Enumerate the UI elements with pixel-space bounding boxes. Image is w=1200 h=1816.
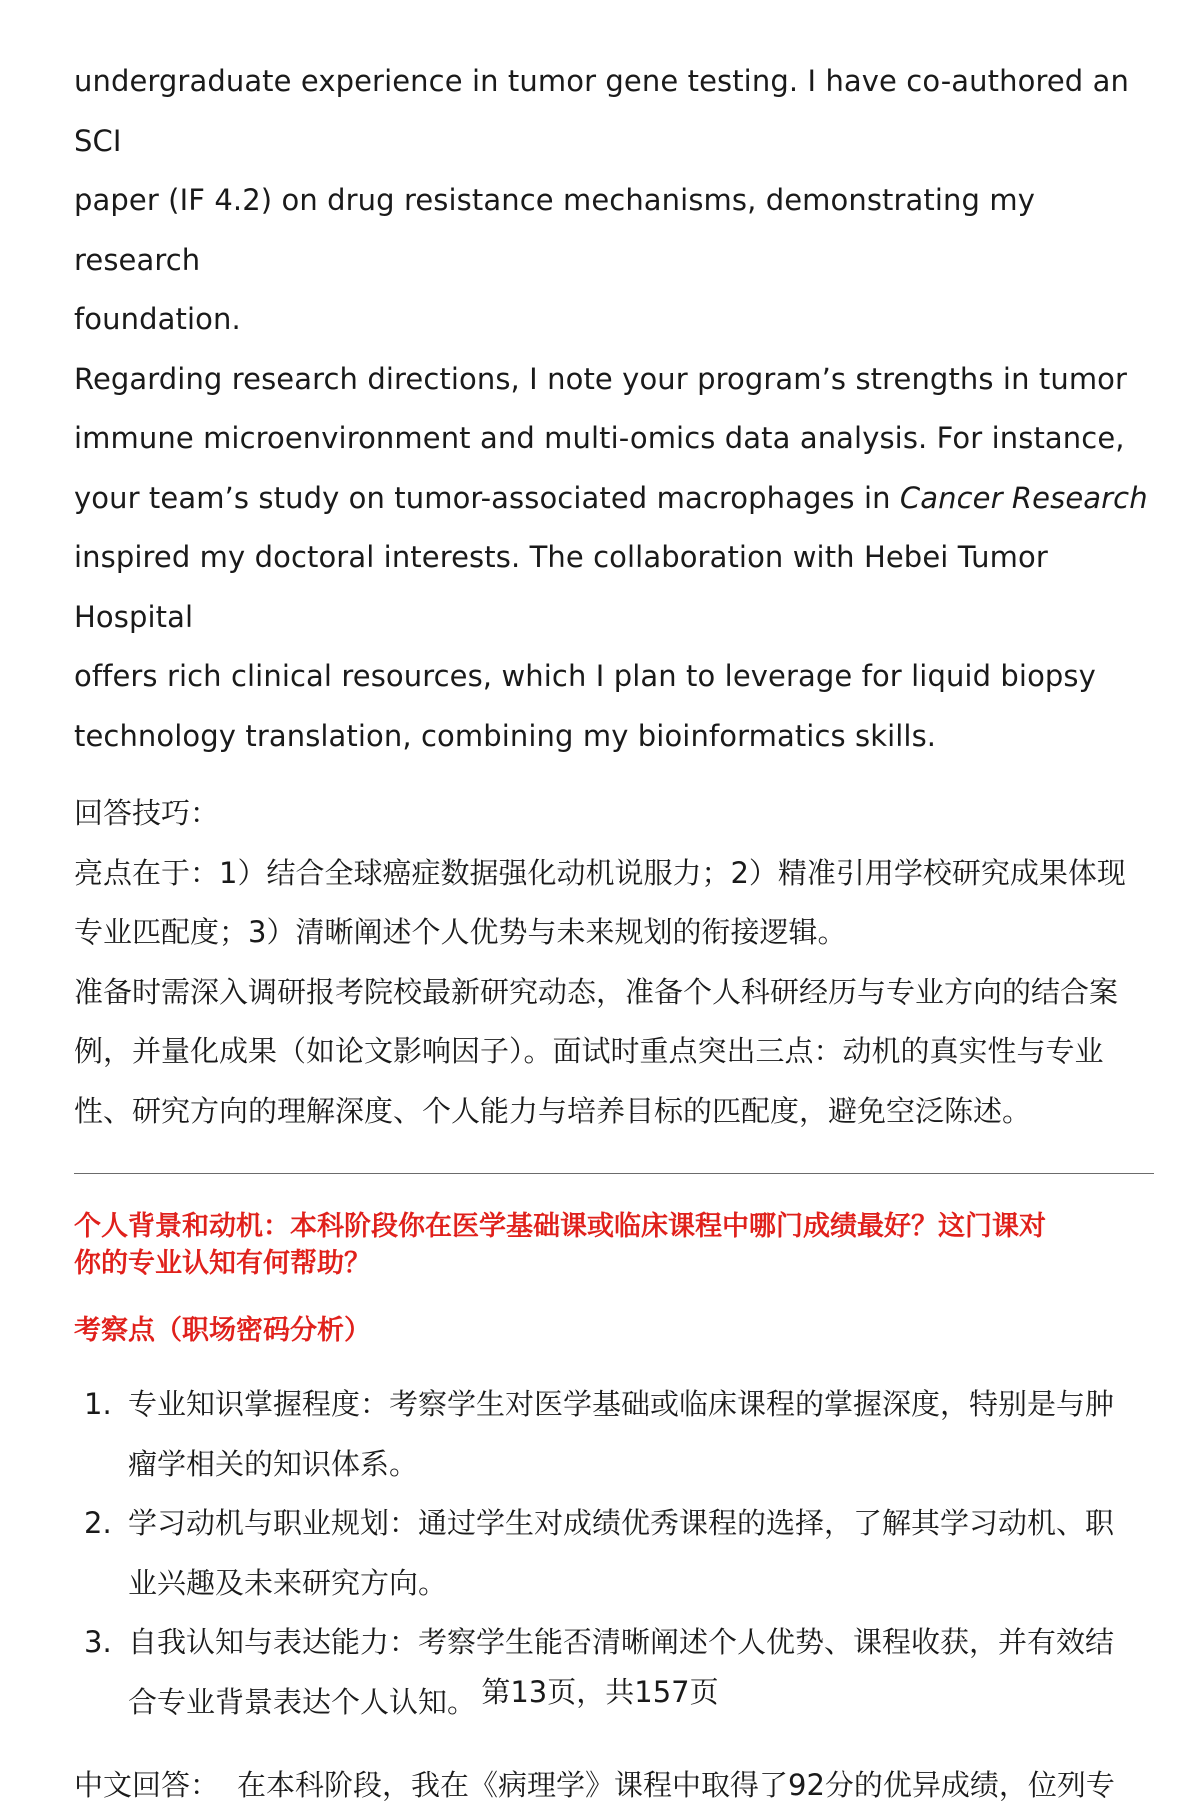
text-line: undergraduate experience in tumor gene testing. I have co-authored an SCI [74,64,1129,158]
list-number: 1. [84,1387,112,1421]
list-number: 2. [84,1506,112,1540]
text-line: paper (IF 4.2) on drug resistance mechanisms, demonstrating my research [74,183,1035,277]
tips-highlight-line: 亮点在于：1）结合全球癌症数据强化动机说服力；2）精准引用学校研究成果体现 [74,855,1126,890]
answer-tips-section [74,784,1154,1141]
list-item [74,1375,1154,1494]
list-item-line: 业兴趣及未来研究方向。 [128,1565,448,1600]
text-line: immune microenvironment and multi-omics data analysis. For instance, [74,421,1125,455]
list-item-line: 专业知识掌握程度：考察学生对医学基础或临床课程的掌握深度，特别是与肿 [128,1387,1115,1421]
tips-prep-line: 准备时需深入调研报考院校最新研究动态，准备个人科研经历与专业方向的结合案 [74,974,1119,1009]
analysis-heading: 考察点（职场密码分析） [74,1315,371,1346]
tips-title: 回答技巧： [74,796,220,830]
list-item-line: 合专业背景表达个人认知。 [128,1684,477,1719]
list-number: 3. [84,1625,112,1659]
list-item-line: 瘤学相关的知识体系。 [128,1446,419,1481]
chinese-answer [74,1756,1154,1816]
section-divider [74,1173,1154,1174]
document-page [74,52,1154,1816]
tips-prep-line: 性、研究方向的理解深度、个人能力与培养目标的匹配度，避免空泛陈述。 [74,1093,1032,1128]
list-item-line: 自我认知与表达能力：考察学生能否清晰阐述个人优势、课程收获，并有效结 [128,1625,1115,1659]
tips-prep-line: 例，并量化成果（如论文影响因子）。面试时重点突出三点：动机的真实性与专业 [74,1034,1104,1068]
text-line [74,469,1154,529]
english-paragraph-2 [74,350,1154,767]
question-line: 你的专业认知有何帮助？ [74,1248,371,1279]
list-item-line: 学习动机与职业规划：通过学生对成绩优秀课程的选择，了解其学习动机、职 [128,1506,1115,1540]
question-line: 个人背景和动机：本科阶段你在医学基础课或临床课程中哪门成绩最好？这门课对 [74,1211,1046,1242]
english-paragraph-1 [74,52,1154,350]
tips-highlight-line: 专业匹配度；3）清晰阐述个人优势与未来规划的衔接逻辑。 [74,915,847,949]
text-line: technology translation, combining my bioinformatics skills. [74,718,937,753]
text-line: Regarding research directions, I note your program’s strengths in tumor [74,361,1128,396]
text-segment: your team’s study on tumor-associated macrophages in [74,480,900,515]
list-item [74,1494,1154,1613]
text-line: inspired my doctoral interests. The collaboration with Hebei Tumor Hospital [74,540,1048,634]
question-heading [74,1208,1154,1282]
text-line: offers rich clinical resources, which I plan to leverage for liquid biopsy [74,659,1096,693]
page-indicator: 第13页，共157页 [481,1675,719,1709]
answer-text: 在本科阶段，我在《病理学》课程中取得了92分的优异成绩，位列专 [237,1768,1115,1802]
answer-label: 中文回答： [74,1768,220,1802]
text-line: foundation. [74,302,241,336]
journal-title: Cancer Research [899,480,1148,515]
